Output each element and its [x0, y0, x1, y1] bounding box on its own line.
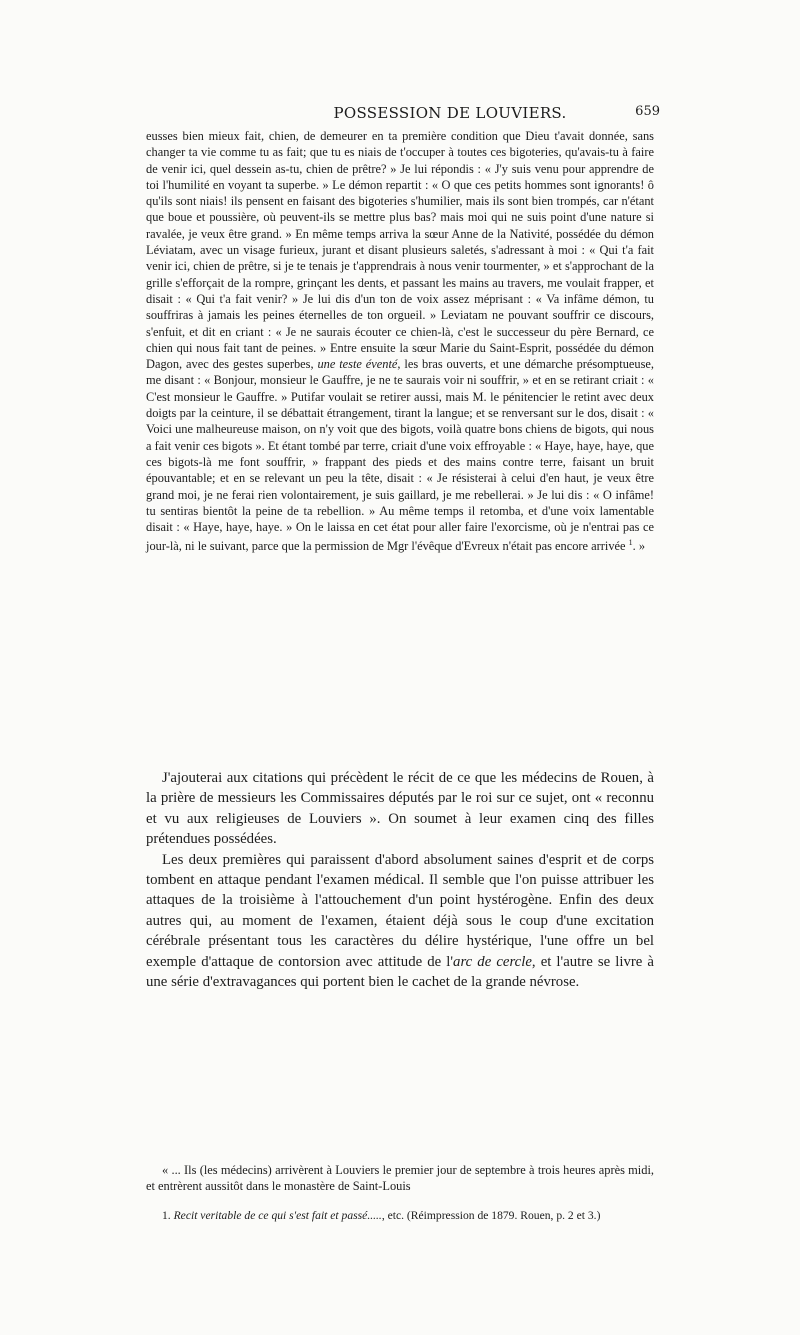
quoted-paragraph: « ... Ils (les médecins) arrivèrent à Louviers le premier jour de septembre à trois heures après midi, et entrèrent aussitôt dans le monastère de Saint-Louis	[146, 1163, 654, 1194]
footnote-reference: 1	[628, 538, 633, 548]
footnote-title: Recit veritable de ce qui s'est fait et passé.....	[173, 1209, 382, 1222]
quote-text: eusses bien mieux fait, chien, de demeurer en ta première condition que Dieu t'avait donnée, sans changer ta vie comme tu as fait; que tu es niais de t'occuper à toutes ces bigoteries, qu'avais-tu à faire de venir ici, quel dessein as-tu, chien de prêtre? » Je lui répondis : « J'y suis venu pour apprendre de toi l'humilité en voyant ta superbe. » Le démon repartit : « O que ces petits hommes sont ignorants! ô qu'ils sont niais! ils pensent en faisant des bigoteries s'humilier, mais ils sont bien trompés, car n'étant que boue et poussière, où peuvent-ils se mettre plus bas? mais moi qui ne suis point d'une nature si ravalée, je veux être grand. » En même temps arriva la sœur Anne de la Nativité, possédée du démon Léviatam, avec un visage furieux, jurant et disant plusieurs saletés, s'adressant à moi : « Qui t'a fait venir ici, chien de prêtre, si je te tenais je t'apprendrais à nous venir tourmenter, » et s'approchant de la grille s'efforçait de la rompre, grinçant les dents, et passant les mains au travers, me voulait frapper, et disait : « Qui t'a fait venir? » Je lui dis d'un ton de voix assez méprisant : « Va infâme démon, tu souffriras à jamais les peines éternelles de ton orgueil. » Leviatam ne pouvant souffrir ce discours, s'enfuit, et dit en criant : « Je ne saurais écouter ce chien-là, c'est le successeur du père Bernard, ce chien qui nous fait tant de peines. » Entre ensuite la sœur Marie du Saint-Esprit, possédée du démon Dagon, avec des gestes superbes,	[146, 129, 654, 372]
quote-text: , les bras ouverts, et une démarche présomptueuse, me disant : « Bonjour, monsieur le Gauffre, je ne te saurais voir ni souffrir, » et en se retirant criait : « C'est monsieur le Gauffre. » Putifar voulait se retirer aussi, mais M. le pénitencier le retint avec deux doigts par la ceinture, il se débattait étrangement, tirant la langue; et se renversant sur le dos, disait : « Voici une malheureuse maison, on n'y voit que des bigots, voilà quatre bons chiens de bigots, qui nous a fait venir ces bigots ». Et étant tombé par terre, criait d'une voix effroyable : « Haye, haye, haye, que ces bigots-là me font souffrir, » frappant des pieds et des mains contre terre, faisant un bruit épouvantable; et en se relevant un peu la tête, disait : « Je résisterai à celui d'en haut, je veux être grand moi, je ne ferai rien volontairement, je suis gaillard, je me rebellerai. » Je lui dis : « O infâme! tu sentiras bientôt la peine de ta rebellion. » Au même temps il retomba, et d'une voix lamentable disait : « Haye, haye, haye. » On le laissa en cet état pour aller faire l'exorcisme, où je n'entrai pas ce jour-là, ni le suivant, parce que la permission de Mgr l'évêque d'Evreux n'était pas encore arrivée	[146, 357, 654, 554]
running-title: POSSESSION DE LOUVIERS.	[333, 104, 567, 122]
body-text-segment: , et l'autre se livre à une série d'extravagances qui portent bien le cachet de la grande névrose.	[146, 953, 654, 991]
footnote-citation: , etc. (Réimpression de 1879. Rouen, p. 2 et 3.)	[381, 1209, 601, 1222]
second-quote	[146, 1162, 654, 1195]
quoted-account	[146, 128, 654, 555]
footnote-number: 1.	[162, 1209, 174, 1222]
quote-italic: une teste éventé	[317, 357, 398, 372]
footnote	[146, 1208, 654, 1223]
body-italic: arc de cercle	[453, 953, 532, 970]
quote-text: . »	[632, 539, 646, 554]
page-number: 659	[635, 104, 660, 119]
body-text-segment: Les deux premières qui paraissent d'abord absolument saines d'esprit et de corps tombent en attaque pendant l'examen médical. Il semble que l'on puisse attribuer les attaques de la troisième à l'attouchement d'un point hystérogène. Enfin des deux autres qui, au moment de l'examen, étaient déjà sous le coup d'une excitation cérébrale présentant tous les caractères du délire hystérique, l'une offre un bel exemple d'attaque de contorsion avec attitude de l'	[146, 851, 654, 970]
body-paragraph	[146, 850, 654, 993]
quoted-paragraph	[146, 128, 654, 555]
main-text	[146, 768, 654, 992]
footnote-text	[146, 1208, 654, 1223]
body-paragraph: J'ajouterai aux citations qui précèdent le récit de ce que les médecins de Rouen, à la prière de messieurs les Commissaires députés par le roi sur ce sujet, ont « reconnu et vu aux religieuses de Louviers ». On soumet à leur examen cinq des filles prétendues possédées.	[146, 770, 654, 848]
